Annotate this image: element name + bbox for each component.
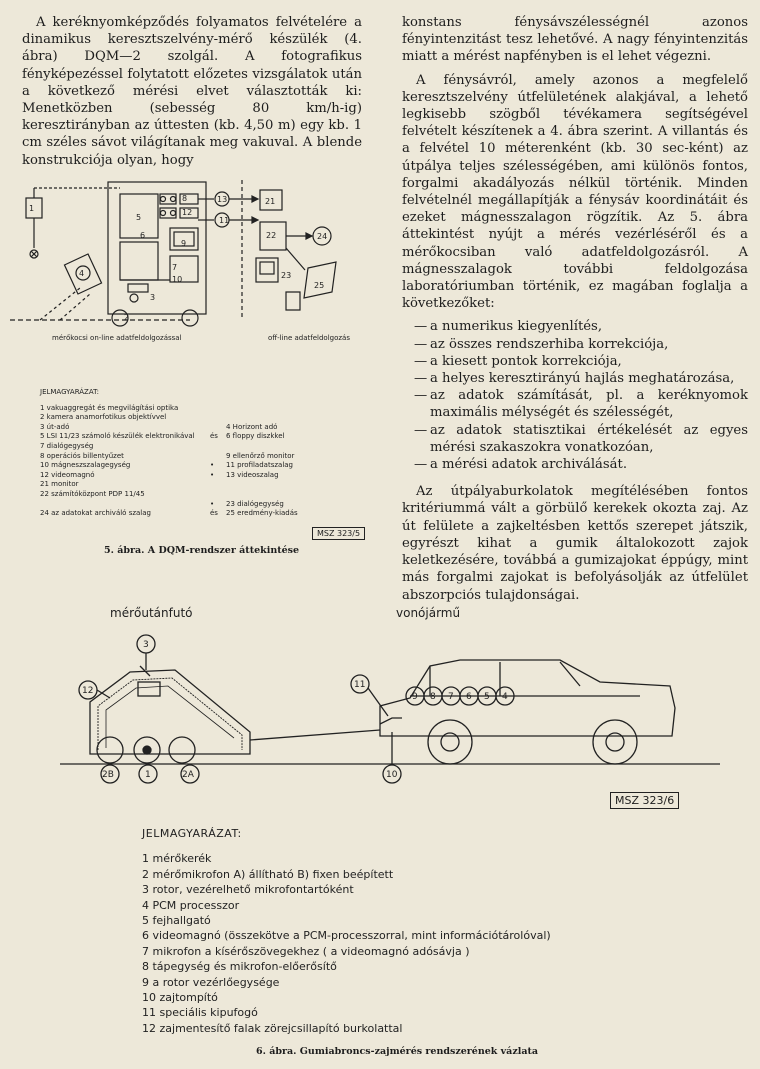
fig6-wheel-2b (97, 737, 123, 763)
legend5-row: • 23 dialógegység (210, 499, 284, 508)
svg-text:5: 5 (484, 692, 490, 702)
svg-text:10: 10 (172, 275, 183, 284)
fig6-car-wheel-front (593, 720, 637, 764)
svg-text:11: 11 (219, 216, 230, 225)
legend5-row: 8 operációs billentyűzet 9 ellenőrző monitor (40, 451, 295, 460)
fig6-exhaust (380, 718, 402, 724)
fig6-label-trailer: mérőutánfutó (110, 606, 193, 620)
legend6-item: 1 mérőkerék (142, 852, 212, 866)
legend5-row: 24 az adatokat archiváló szalag és 25 eredmény-kiadás (40, 509, 298, 518)
svg-text:6: 6 (466, 692, 472, 702)
figure5-diagram (0, 170, 380, 360)
legend6-item: 8 tápegység és mikrofon-előerősítő (142, 960, 337, 974)
list-item: — a numerikus kiegyenlítés, (414, 319, 603, 335)
svg-text:10: 10 (386, 770, 398, 780)
legend6-item: 12 zajmentesítő falak zörejcsillapító burkolattal (142, 1021, 403, 1035)
legend6-item: 10 zajtompító (142, 991, 218, 1005)
fig5-wheel (182, 310, 198, 326)
left-text-column (22, 14, 362, 175)
processing-list (414, 318, 748, 473)
svg-text:8: 8 (182, 194, 188, 203)
svg-text:21: 21 (265, 197, 276, 206)
legend6-item: 4 PCM processzor (142, 898, 240, 912)
list-item: — a mérési adatok archiválását. (414, 457, 628, 473)
fig6-trailer (90, 670, 250, 754)
legend5-row: 3 út-adó 4 Horizont adó (40, 422, 278, 431)
legend5-row: 1 vakuaggregát és megvilágítási optika (40, 403, 179, 412)
legend5-row: 10 mágneszszalagegység • 11 profiladatszalag (40, 461, 293, 470)
figure5-legend (40, 388, 370, 519)
svg-text:6: 6 (140, 231, 146, 240)
svg-text:22: 22 (266, 231, 277, 240)
svg-text:25: 25 (314, 281, 325, 290)
figure5-stamp: MSZ 323/5 (312, 527, 365, 540)
legend5-title: JELMAGYARÁZAT: (40, 388, 99, 396)
list-item: — az adatok statisztikai értékelését az egyes mérési szakaszokra vonatkozóan, (414, 422, 748, 455)
figure6-stamp: MSZ 323/6 (610, 792, 679, 809)
svg-text:2B: 2B (102, 770, 114, 780)
svg-text:9: 9 (181, 239, 187, 248)
legend5-row: 5 LSI 11/23 számoló készülék elektronikával és 6 floppy diszkkel (40, 432, 285, 441)
svg-text:1: 1 (145, 770, 151, 780)
svg-text:13: 13 (217, 195, 228, 204)
svg-text:3: 3 (143, 640, 149, 650)
figure6-caption: 6. ábra. Gumiabroncs-zajmérés rendszerének vázlata (256, 1046, 539, 1057)
fig5-label-online: mérőkocsi on-line adatfeldolgozással (52, 334, 182, 342)
legend6-item: 6 videomagnó (összekötve a PCM-processzorral, mint információtárolóval) (142, 929, 551, 943)
list-item: — a kiesett pontok korrekciója, (414, 353, 622, 369)
svg-text:12: 12 (82, 686, 94, 696)
right-paragraph-1: konstans fénysávszélességnél azonos fényintenzitást tesz lehetővé. A nagy fényintenzitás miatt a mérést napfényben is el lehet végezni. (402, 15, 748, 65)
legend6-item: 3 rotor, vezérelhető mikrofontartóként (142, 883, 354, 897)
legend5-row: 12 videomagnó • 13 videoszalag (40, 470, 279, 479)
fig5-printout-25 (304, 262, 336, 298)
svg-text:2: 2 (124, 313, 130, 322)
left-paragraph-1: A keréknyomképződés folyamatos felvételére a dinamikus keresztszelvény-mérő készülék (4. ábra) DQM—2 szolgál. A fotografikus fényképezéssel folytatott előzetes vizsgálatok után a következő mérési elvet választották ki: Menetközben (sebesség 80 km/h-ig) keresztirányban az úttesten (kb. 4,50 m) egy kb. 1 cm széles sávot világítanak meg vakuval. A blende konstrukciója olyan, hogy (22, 15, 362, 168)
legend5-row: 22 számítóközpont PDP 11/45 (40, 489, 145, 498)
svg-text:4: 4 (79, 269, 85, 278)
legend6-item: 2 mérőmikrofon A) állítható B) fixen beépített (142, 867, 394, 881)
list-item: — az adatok számítását, pl. a keréknyomok maximális mélységét és szélességét, (414, 388, 748, 421)
svg-text:7: 7 (448, 692, 454, 702)
fig5-cabinet (108, 182, 206, 314)
svg-text:24: 24 (317, 232, 328, 241)
right-paragraph-2: A fénysávról, amely azonos a megfelelő keresztszelvény útfelületének alakjával, a lehető legkisebb szögből tévékamera segítségével felvételt készítenek a 4. ábra szerint. A villantás és a felvétel 10 méterenként (kb. 30 sec-ként) az útpálya teljes szélességében, ami különös fontos, forgalmi akadályozás nélkül történik. Minden felvételnél megállapítják a fénysáv koordinátáit és ezeket mágnesszalagon rögzítik. Az 5. ábra áttekintést nyújt a mérés vezérléséről és a mérőkocsiban való adatfeldolgozásról. A mágnesszalagok további feldolgozása laboratóriumban történik, ez magában foglalja a következőket: (402, 72, 748, 312)
legend6-title: JELMAGYARÁZAT: (142, 827, 242, 840)
svg-text:1: 1 (29, 204, 35, 213)
right-text-column (402, 14, 748, 610)
figure5-caption: 5. ábra. A DQM-rendszer áttekintése (104, 545, 300, 556)
svg-text:4: 4 (502, 692, 508, 702)
svg-text:5: 5 (136, 213, 142, 222)
legend5-row: 21 monitor (40, 480, 79, 489)
legend6-item: 9 a rotor vezérlőegysége (142, 975, 280, 989)
fig6-rotor-box (138, 682, 160, 696)
fig6-label-car: vonójármű (396, 606, 461, 620)
svg-text:23: 23 (281, 271, 292, 280)
fig6-car-wheel-rear (428, 720, 472, 764)
svg-text:2A: 2A (182, 770, 194, 780)
right-paragraph-3: Az útpályaburkolatok megítélésében fontos kritériummá vált a görbülő kerekek okozta zaj. Az út felülete a zajkeltésben kettős szerepet játszik, egyrészt kihat a gumik általokozott zajok keletkezésére, továbbá a gumizajokat éppúgy, mint más forgalmi zajokat is befolyásolják az útfelület abszorpciós tulajdonságai. (402, 484, 748, 603)
legend5-row: 7 dialógegység (40, 441, 94, 450)
list-item: — az összes rendszerhiba korrekciója, (414, 336, 669, 352)
svg-text:8: 8 (430, 692, 436, 702)
fig5-label-offline: off-line adatfeldolgozás (268, 334, 350, 342)
legend6-item: 5 fejhallgató (142, 914, 211, 928)
svg-text:9: 9 (412, 692, 418, 702)
fig6-wheel-2a (169, 737, 195, 763)
svg-text:11: 11 (354, 680, 366, 690)
svg-text:7: 7 (172, 263, 178, 272)
list-item: — a helyes keresztirányú hajlás meghatározása, (414, 371, 735, 387)
svg-text:12: 12 (182, 208, 193, 217)
legend5-row: 2 kamera anamorfotikus objektívvel (40, 413, 167, 422)
figure6-legend (142, 826, 662, 1036)
legend6-item: 7 mikrofon a kísérőszövegekhez ( a videomagnó adósávja ) (142, 944, 470, 958)
svg-text:3: 3 (150, 293, 156, 302)
legend6-item: 11 speciális kipufogó (142, 1006, 258, 1020)
